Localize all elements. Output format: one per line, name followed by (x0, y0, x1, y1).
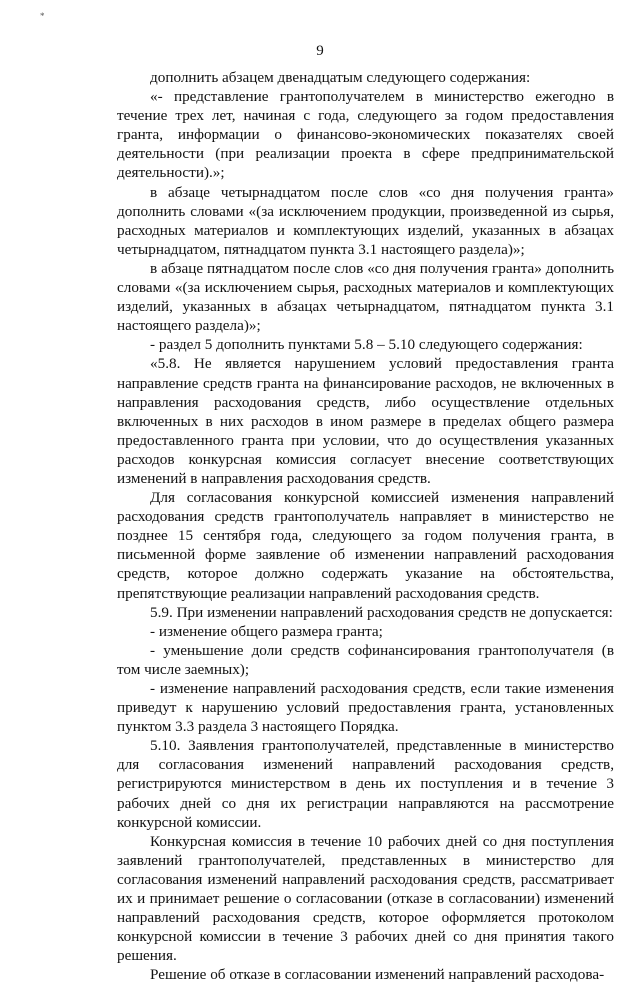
paragraph: Для согласования конкурсной комиссией изменения направлений расходования средств грантополучатель направляет в министерство не позднее 15 сентября года, следующего за годом получения гранта, в письменной форме заявление об изменении направлений расходования средств, которое должно содержать указание на обстоятельства, препятствующие реализации направлений расходования средств. (117, 489, 614, 602)
paragraph: - изменение направлений расходования средств, если такие изменения приведут к нарушению условий предоставления гранта, установленных пунктом 3.3 раздела 3 настоящего Порядка. (117, 680, 614, 736)
paragraph: в абзаце четырнадцатом после слов «со дня получения гранта» дополнить словами «(за исключением продукции, произведенной из сырья, расходных материалов и комплектующих изделий, указанных в абзацах четырнадцатом, пятнадцатом пункта 3.1 настоящего раздела)»; (117, 183, 614, 258)
paragraph: дополнить абзацем двенадцатым следующего содержания: (150, 69, 531, 86)
paragraph: «- представление грантополучателем в министерство ежегодно в течение трех лет, начиная с года, следующего за годом предоставления гранта, информации о финансово-экономических показателях своей деятельности (при реализации проекта в сфере предпринимательской деятельности).»; (117, 88, 614, 182)
paragraph: в абзаце пятнадцатом после слов «со дня получения гранта» дополнить словами «(за исключением сырья, расходных материалов и комплектующих изделий, указанных в абзацах четырнадцатом, пятнадцатом пункта 3.1 настоящего раздела)»; (117, 259, 614, 335)
page-number: 9 (316, 43, 324, 59)
paragraph: 5.10. Заявления грантополучателей, представленные в министерство для согласования изменений направлений расходования средств, регистрируются министерством в день их поступления и в течение 3 рабочих дней со дня их регистрации направляются на рассмотрение конкурсной комиссии. (117, 737, 614, 831)
paragraph: - изменение общего размера гранта; (150, 622, 383, 640)
paragraph: - уменьшение доли средств софинансирования грантополучателя (в том числе заемных); (117, 641, 614, 678)
paragraph: 5.9. При изменении направлений расходования средств не допускается: (150, 603, 613, 621)
paragraph: Решение об отказе в согласовании изменений направлений расходова- (150, 966, 605, 984)
paragraph: Конкурсная комиссия в течение 10 рабочих дней со дня поступления заявлений грантополучателей, представленных в министерство для согласования изменений направлений расходования средств, рассматривает их и принимает решение о согласовании (отказе в согласовании) изменений направлений расходования средств, которое оформляется протоколом конкурсной комиссии в течение 3 рабочих дней со дня принятия такого решения. (117, 832, 614, 965)
corner-mark: * (40, 11, 45, 21)
document-body (117, 68, 614, 985)
paragraph: - раздел 5 дополнить пунктами 5.8 – 5.10 следующего содержания: (150, 336, 583, 354)
paragraph: «5.8. Не является нарушением условий предоставления гранта направление средств гранта на финансирование расходов, не включенных в направления расходования средств, либо осуществление отдельных включенных в них расходов в ином размере в пределах общего размера предоставленного гранта при условии, что до осуществления указанных расходов конкурсная комиссия согласует внесение соответствующих изменений в направления расходования средств. (117, 355, 614, 487)
